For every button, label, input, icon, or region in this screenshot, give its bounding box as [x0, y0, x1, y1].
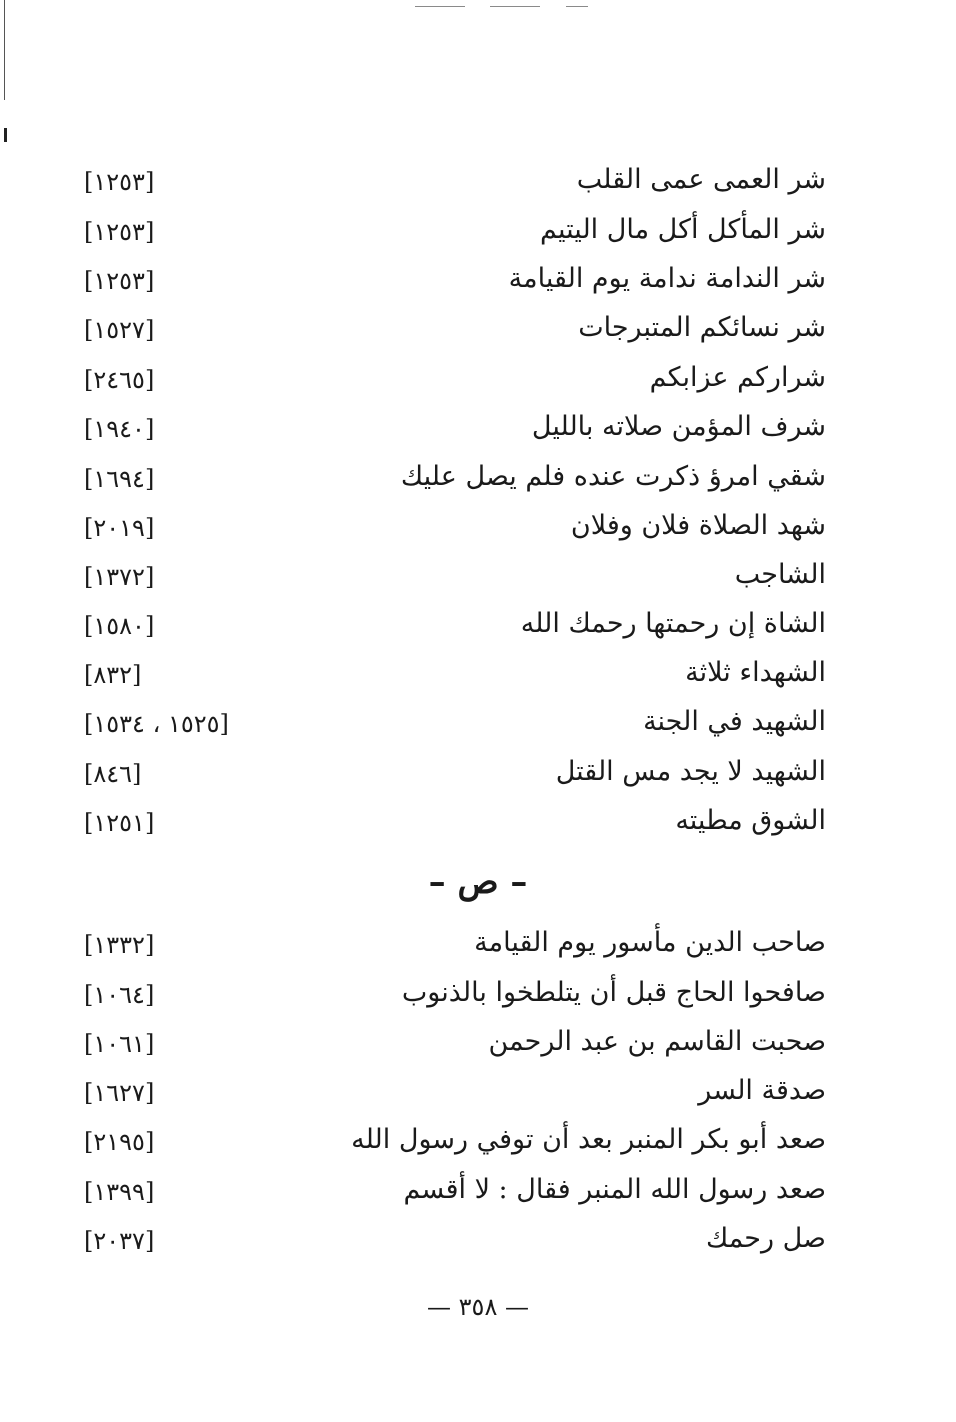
entry-ref: [١٥٢٧] [84, 316, 155, 344]
page-number: — ٣٥٨ — [427, 1293, 529, 1321]
entry-text: شر الندامة ندامة يوم القيامة [508, 263, 826, 294]
entry-text: شقي امرؤ ذكرت عنده فلم يصل عليك [400, 461, 826, 492]
index-entry [0, 750, 956, 794]
entry-text: شرف المؤمن صلاته بالليل [531, 411, 826, 442]
index-entry [0, 504, 956, 548]
entry-text: الشهداء ثلاثة [685, 657, 826, 688]
entry-ref: [١٢٥١] [84, 809, 155, 837]
entry-ref: [١٥٨٠] [84, 612, 155, 640]
entry-ref: [١٠٦٤] [84, 981, 155, 1009]
entry-ref: [٢٠١٩] [84, 514, 155, 542]
entry-ref: [١٦٢٧] [84, 1079, 155, 1107]
entry-ref: [١٦٩٤] [84, 465, 155, 493]
index-entry [0, 356, 956, 400]
section-header-sad: – ص – [428, 862, 528, 902]
entry-ref: [١٢٥٣] [84, 168, 155, 196]
index-entry [0, 602, 956, 646]
entry-text: شهد الصلاة فلان وفلان [570, 510, 826, 541]
entry-ref: [١٣٧٢] [84, 563, 155, 591]
entry-text: شر نسائكم المتبرجات [578, 312, 826, 343]
entry-text: الشوق مطيته [675, 805, 826, 836]
scan-top-rule-3 [566, 6, 588, 7]
entry-text: صعد أبو بكر المنبر بعد أن توفي رسول الله [351, 1124, 826, 1155]
index-entry [0, 455, 956, 499]
index-entry [0, 306, 956, 350]
entry-ref: [١٣٣٢] [84, 931, 155, 959]
index-entry [0, 799, 956, 843]
entry-text: شر العمى عمى القلب [576, 164, 826, 195]
index-entry [0, 1168, 956, 1212]
scan-top-rule-1 [415, 6, 465, 7]
index-entry [0, 158, 956, 202]
index-entry [0, 1069, 956, 1113]
entry-ref: [١٩٤٠] [84, 415, 155, 443]
scan-left-edge [4, 0, 5, 100]
index-entry [0, 257, 956, 301]
entry-ref: [١٢٥٣] [84, 267, 155, 295]
entry-ref: [١٢٥٣] [84, 218, 155, 246]
entry-text: صعد رسول الله المنبر فقال : لا أقسم [403, 1174, 826, 1205]
entry-ref: [١٠٦١] [84, 1030, 155, 1058]
index-entry [0, 971, 956, 1015]
index-entry [0, 651, 956, 695]
index-entry [0, 208, 956, 252]
index-entry [0, 700, 956, 744]
scan-left-mark [4, 128, 7, 142]
scan-top-rule-2 [490, 6, 540, 7]
entry-ref: [٨٤٦] [84, 760, 142, 788]
index-entry [0, 405, 956, 449]
entry-text: صاحب الدين مأسور يوم القيامة [474, 927, 826, 958]
entry-text: صافحوا الحاج قبل أن يتلطخوا بالذنوب [401, 977, 826, 1008]
index-entry [0, 1118, 956, 1162]
entry-text: صدقة السر [698, 1075, 826, 1106]
entry-text: الشاة إن رحمتها رحمك الله [520, 608, 826, 639]
entry-text: صحبت القاسم بن عبد الرحمن [488, 1026, 826, 1057]
entry-ref: [١٣٩٩] [84, 1178, 155, 1206]
entry-text: الشاجب [734, 559, 826, 590]
entry-ref: [٢٠٣٧] [84, 1227, 155, 1255]
index-entry [0, 1020, 956, 1064]
entry-text: شراركم عزابكم [649, 362, 826, 393]
entry-ref: [٨٣٢] [84, 661, 142, 689]
entry-text: صل رحمك [705, 1223, 826, 1254]
entry-text: الشهيد في الجنة [643, 706, 826, 737]
entry-ref: [٢١٩٥] [84, 1128, 155, 1156]
index-entry [0, 1217, 956, 1261]
entry-ref: [١٥٢٥ ، ١٥٣٤] [84, 710, 229, 738]
entry-text: شر المأكل أكل مال اليتيم [540, 214, 826, 245]
index-entry [0, 921, 956, 965]
entry-text: الشهيد لا يجد مس القتل [555, 756, 826, 787]
entry-ref: [٢٤٦٥] [84, 366, 155, 394]
index-entry [0, 553, 956, 597]
